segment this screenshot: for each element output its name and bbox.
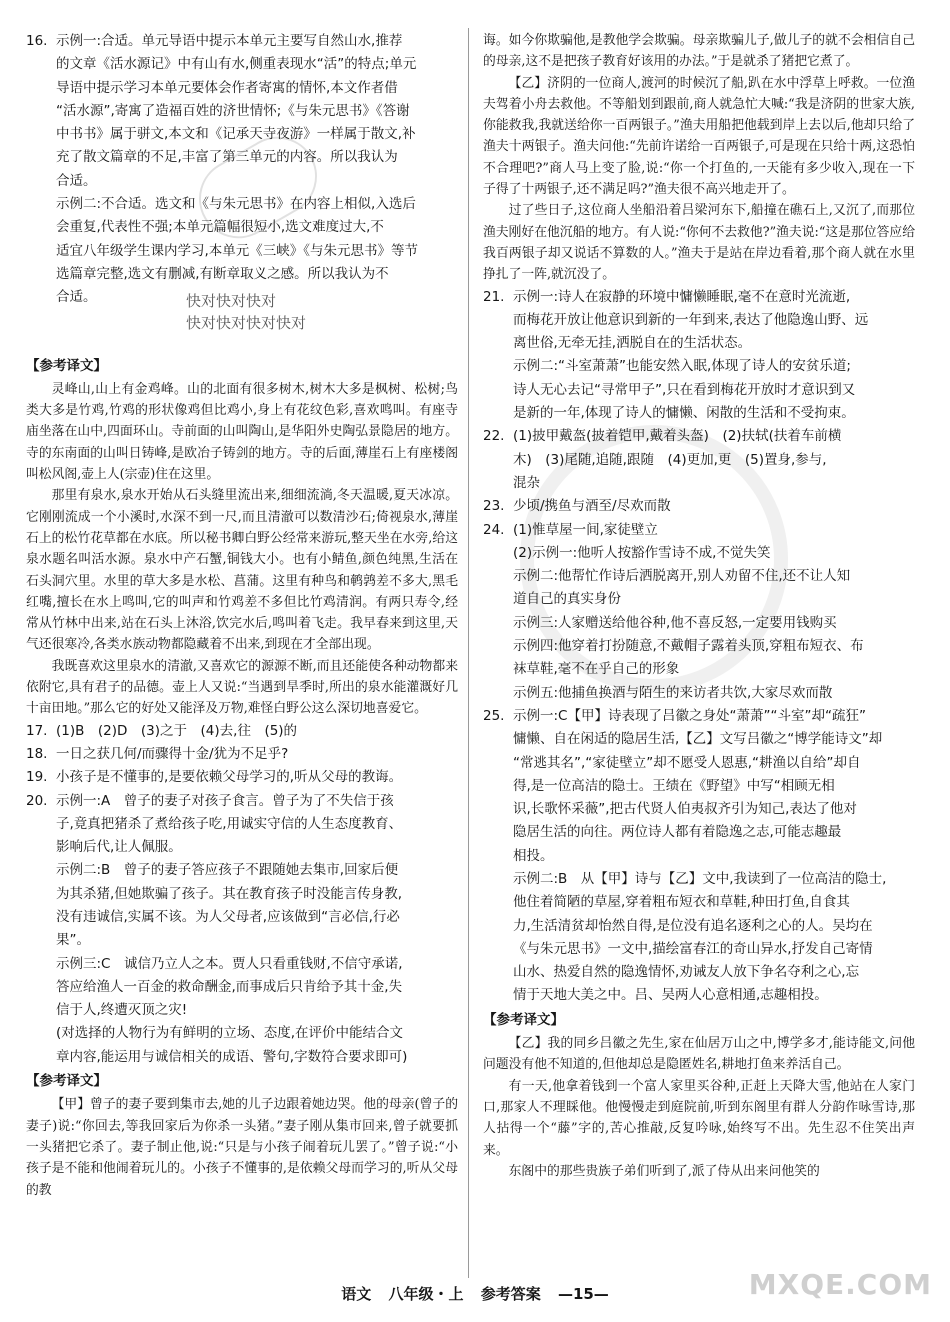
- translation-paragraph: 东阁中的那些贵族子弟们听到了,派了侍从出来问他笑的: [508, 1163, 820, 1179]
- answer-17: 17. (1)B (2)D (3)之于 (4)去,往 (5)的: [26, 722, 298, 739]
- answer-19: 19. 小孩子是不懂事的,是要依赖父母学习的,听从父母的教诲。: [26, 769, 403, 786]
- translation-paragraph: 过了些日子,这位商人坐船沿着吕梁河东下,船撞在礁石上,又沉了,而那位渔夫刚好在他沉船的地方。有人说:“你何不去救他?”渔夫说:“这是那位答应给我百两银子却又说话不算数的人。”渔夫于是站在岸边看着,那个商人就在水里挣扎了一阵,就沉没了。: [483, 203, 915, 283]
- watermark-line1: 快对快对快对: [186, 292, 277, 310]
- translation-paragraph: 【甲】曾子的妻子要到集市去,她的儿子边跟着她边哭。他的母亲(曾子的妻子)说:“你回去,等我回家后为你杀一头猪。”妻子刚从集市回来,曾子就要抓一头猪把它杀了。妻子制止他,说:“只是与小孩子闹着玩儿罢了。”曾子说:“小孩子是不能和他闹着玩儿的。小孩子不懂事的,是依赖父母而学习的,听从父母的教: [26, 1097, 458, 1198]
- translation-paragraph: 【乙】济阴的一位商人,渡河的时候沉了船,趴在水中浮草上呼救。一位渔夫驾着小舟去救他。不等船划到跟前,商人就急忙大喊:“我是济阴的世家大族,你能救我,我就送给你一百两银子。”渔夫用船把他载到岸上去以后,他却只给了渔夫十两银子。渔夫问他:“先前许诺给一百两银子,可是现在只给十两,这恐怕不合理吧?”商人马上变了脸,说:“你一个打鱼的,一天能有多少收入,现在一下子得了十两银子,还不满足吗?”渔夫很不高兴地走开了。: [483, 75, 915, 198]
- translation-paragraph: 【乙】我的同乡吕徽之先生,家在仙居万山之中,博学多才,能诗能文,问他问题没有他不知道的,但他却总是隐匿姓名,耕地打鱼来养活自己。: [483, 1036, 915, 1073]
- answer-24: 24. (1)惟草屋一间,家徒壁立 (2)示例一:他听人按豁作雪诗不成,不觉失笑 示例二:他帮忙作诗后洒脱离开,别人劝留不住,还不让人知 道自己的真实身份 示例三:人家赠送给他谷种,他不喜反怒,一定要用钱购买 示例四:他穿着打扮随意,不戴帽子露着头顶,穿粗布短衣、布 袜草鞋,毫不在乎自己的形象 示例五:他捕鱼换酒与陌生的来访者共饮,大家尽欢而散: [483, 521, 864, 701]
- answer-25: 25. 示例一:C【甲】诗表现了吕徽之身处“萧萧”“斗室”却“疏狂” 慵懒、自在闲适的隐居生活,【乙】文写吕徽之“博学能诗文”却 “常逃其名”,“家徒壁立”却不愿受人恩惠,“耕渔以自给”却自 得,是一位高洁的隐士。王绩在《野望》中写“相顾无相 识,长歌怀采薇”,把古代贤人伯夷叔齐引为知己,表达了他对 隐居生活的向往。两位诗人都有着隐逸之志,可能志趣最 相投。 示例二:B 从【甲】诗与【乙】文中,我读到了一位高洁的隐士, 他住着简陋的草屋,穿着粗布短衣和草鞋,种田打鱼,自食其 力,生活清贫却怡然自得,是位没有追名逐利之心的人。吴均在 《与朱元思书》一文中,描绘富春江的奇山异水,抒发自己寄情 山水、热爱自然的隐逸情怀,劝诫友人放下争名夺利之心,忘 情于天地大美之中。吕、吴两人心意相通,志趣相投。: [483, 707, 887, 1004]
- translation-paragraph: 有一天,他拿着钱到一个富人家里买谷种,正赶上天降大雪,他站在人家门口,那家人不理睬他。他慢慢走到庭院前,听到东阁里有群人分韵作咏雪诗,那人拈得一个“藤”字的,苦心推敲,反复吟咏,始终写不出。先生忍不住笑出声来。: [483, 1078, 915, 1158]
- answer-23: 23. 少顷/携鱼与酒至/尽欢而散: [483, 498, 671, 515]
- reference-translation-heading: 【参考译文】: [483, 1011, 564, 1028]
- answer-22: 22. (1)披甲戴盔(披着铠甲,戴着头盔) (2)扶轼(扶着车前横 木) (3)尾随,追随,跟随 (4)更加,更 (5)置身,参与, 混杂: [483, 428, 842, 491]
- footer-grade: 八年级・上: [388, 1285, 464, 1303]
- footer-label: 参考答案: [480, 1285, 541, 1303]
- translation-paragraph: 我既喜欢这里泉水的清澈,又喜欢它的源源不断,而且还能使各种动物都来依附它,具有君子的品德。壶上人又说:“当遇到旱季时,所出的泉水能灌溉好几十亩田地。”那么它的好处又能泽及万物,难怪白野公这么深切地喜爱它。: [26, 658, 458, 717]
- reference-translation-heading: 【参考译文】: [26, 1073, 107, 1090]
- column-divider: [468, 28, 469, 1278]
- reference-translation-heading: 【参考译文】: [26, 357, 107, 374]
- footer-page-number: —15—: [557, 1285, 609, 1303]
- watermark-line2: 快对快对快对快对: [186, 314, 307, 332]
- right-column: [483, 30, 915, 1182]
- watermark-site: MXQE.COM: [748, 1268, 932, 1301]
- spacer: [26, 310, 458, 354]
- left-column: [26, 30, 458, 1201]
- answer-20: 20. 示例一:A 曾子的妻子对孩子食言。曾子为了不失信于孩 子,竟真把猪杀了煮给孩子吃,用诚实守信的人生态度教育、 影响后代,让人佩服。 示例二:B 曾子的妻子答应孩子不跟随她去集市,回家后便 为其杀猪,但她欺骗了孩子。其在教育孩子时没能言传身教, 没有违诚信,实属不该。为人父母者,应该做到“言必信,行必 果”。 示例三:C 诚信乃立人之本。贾人只看重钱财,不信守承诺, 答应给渔人一百金的救命酬金,而事成后只肯给予其十金,失 信于人,终遭灭顶之灾! (对选择的人物行为有鲜明的立场、态度,在评价中能结合文 章内容,能运用与诚信相关的成语、警句,字数符合要求即可): [26, 792, 408, 1065]
- answer-18: 18. 一日之获几何/而骤得十金/犹为不足乎?: [26, 745, 289, 762]
- answer-16: 16. 示例一:合适。单元导语中提示本单元主要写自然山水,推荐 的文章《活水源记》中有山有水,侧重表现水“活”的特点;单元 导语中提示学习本单元要体会作者寄寓的情怀,本文作者借 “活水源”,寄寓了造福百姓的济世情怀;《与朱元思书》《答谢 中书书》属于骈文,本文和《记承天寺夜游》一样属于散文,补 充了散文篇章的不足,丰富了第三单元的内容。所以我认为 合适。 示例二:不合适。选文和《与朱元思书》在内容上相似,入选后 会重复,代表性不强;本单元篇幅很短小,选文难度过大,不 适宜八年级学生课内学习,本单元《三峡》《与朱元思书》等节 选篇章完整,选文有删减,有断章取义之感。所以我认为不 合适。: [26, 33, 419, 306]
- translation-paragraph: 灵峰山,山上有金鸡峰。山的北面有很多树木,树木大多是枫树、松树;鸟类大多是竹鸡,竹鸡的形状像鸡但比鸡小,身上有花纹色彩,喜欢鸣叫。有座寺庙坐落在山中,四面环山。寺前面的山叫陶山,是华阳外史陶弘景隐居的地方。寺的东南面的山叫日铸峰,是欧冶子铸剑的地方。寺的后面,薄崖石上有座楼阁叫松风阁,壶上人(宗壶)住在这里。: [26, 381, 458, 483]
- translation-paragraph: 那里有泉水,泉水开始从石头缝里流出来,细细流淌,冬天温暖,夏天冰凉。它刚刚流成一个小溪时,水深不到一尺,而且清澈可以数清沙石;倚视泉水,薄崖石上的松竹花草都在水底。所以秘书卿白野公经常来游玩,整天坐在水旁,给这泉水题名叫活水源。泉水中产石蟹,铜钱大小。也有小鲭鱼,颜色纯黑,生活在石头洞穴里。水里的草大多是水松、菖蒲。这里有种鸟和鹌鹑差不多大,黑毛红嘴,擅长在水上鸣叫,它的叫声和竹鸡差不多但比竹鸡清润。有两只寿令,经常从竹林中出来,站在石头上沐浴,饮完水后,鸣叫着飞走。我早春来到这里,天气还很寒冷,各类水族动物都隐藏着不出来,到现在才全部出现。: [26, 488, 458, 653]
- translation-paragraph: 诲。如今你欺骗他,是教他学会欺骗。母亲欺骗儿子,做儿子的就不会相信自己的母亲,这不是把孩子教育好该用的办法。”于是就杀了猪把它煮了。: [483, 33, 915, 70]
- footer-subject: 语文: [341, 1285, 372, 1303]
- answer-21: 21. 示例一:诗人在寂静的环境中慵懒睡眠,毫不在意时光流逝, 而梅花开放让他意识到新的一年到来,表达了他隐逸山野、远 离世俗,无牵无挂,洒脱自在的生活状态。 示例二:“斗室萧萧”也能安然入眠,体现了诗人的安贫乐道; 诗人无心去记“寻常甲子”,只在看到梅花开放时才意识到又 是新的一年,体现了诗人的慵懒、闲散的生活和不受拘束。: [483, 288, 869, 422]
